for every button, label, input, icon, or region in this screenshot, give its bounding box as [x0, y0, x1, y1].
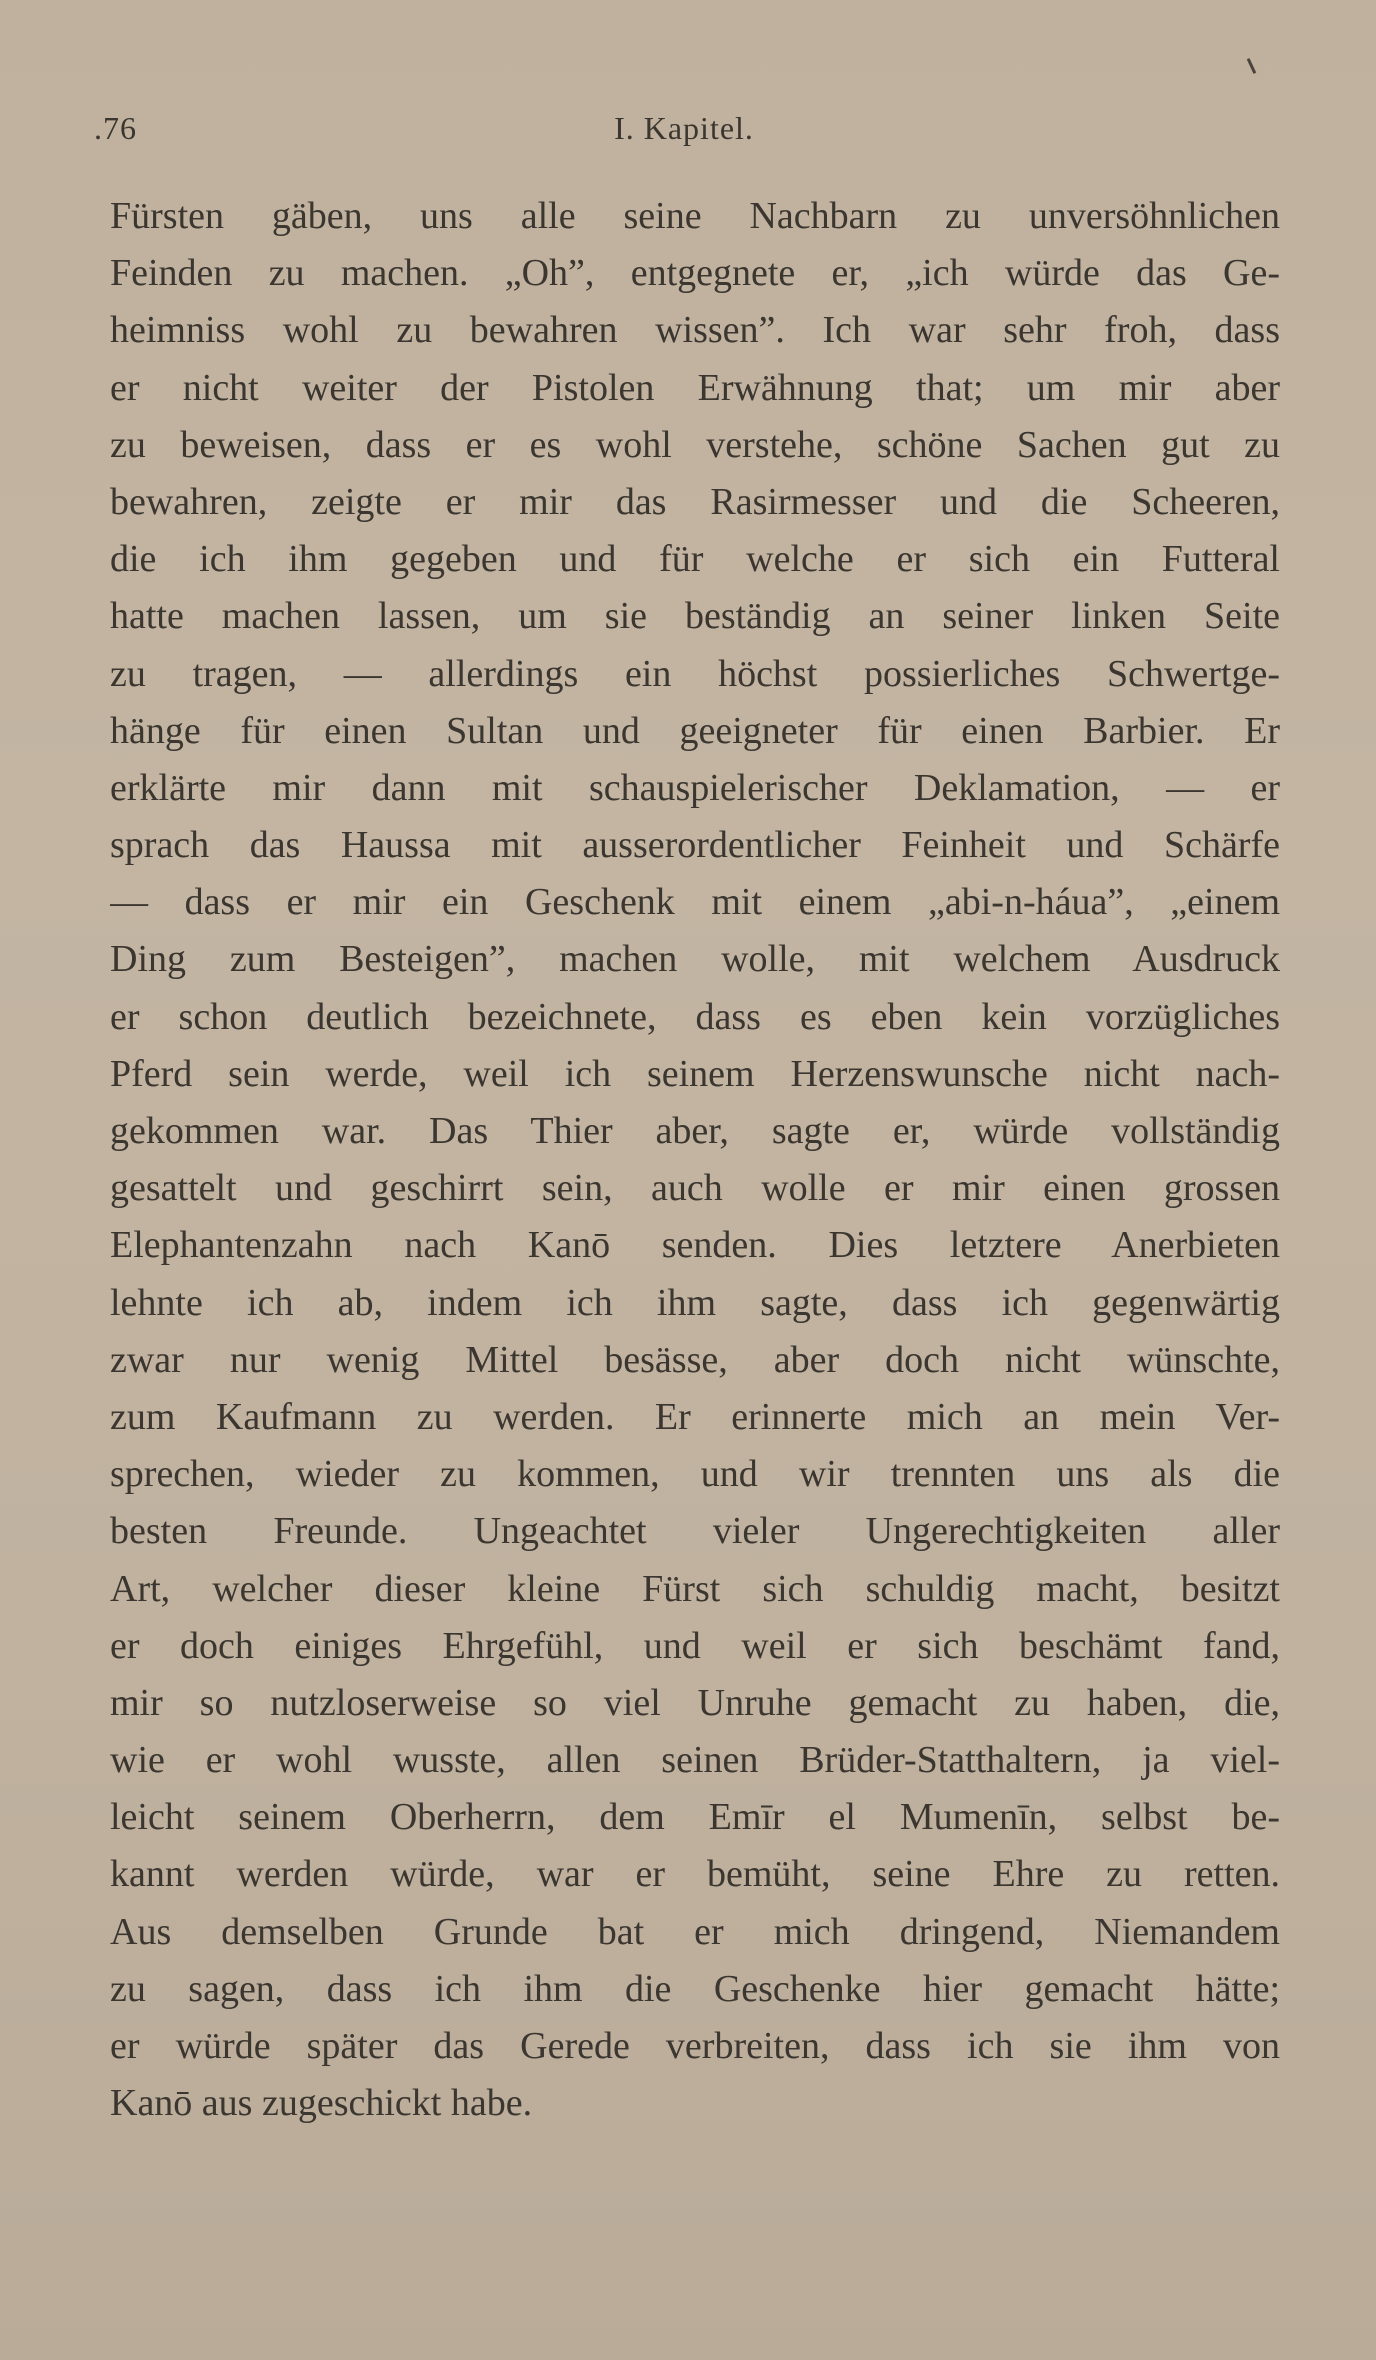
text-line: leicht seinem Oberherrn, dem Emīr el Mumenīn, selbst be-	[110, 1796, 1280, 1839]
running-head: I. Kapitel.	[614, 110, 754, 146]
text-line: zum Kaufmann zu werden. Er erinnerte mich an mein Ver-	[110, 1395, 1280, 1438]
text-line: wie er wohl wusste, allen seinen Brüder-Statthaltern, ja viel-	[110, 1739, 1280, 1782]
text-line: heimniss wohl zu bewahren wissen”. Ich war sehr froh, dass	[110, 309, 1280, 352]
text-line-last: Kanō aus zugeschickt habe.	[110, 2082, 533, 2125]
text-line: die ich ihm gegeben und für welche er sich ein Futteral	[110, 538, 1280, 581]
text-line: er nicht weiter der Pistolen Erwähnung that; um mir aber	[110, 366, 1280, 409]
text-line: zu beweisen, dass er es wohl verstehe, schöne Sachen gut zu	[110, 423, 1280, 466]
text-line: er doch einiges Ehrgefühl, und weil er sich beschämt fand,	[110, 1624, 1280, 1667]
text-line: zu tragen, — allerdings ein höchst possierliches Schwertge-	[110, 652, 1280, 695]
text-line: Ding zum Besteigen”, machen wolle, mit welchem Ausdruck	[110, 938, 1280, 981]
text-line: Pferd sein werde, weil ich seinem Herzenswunsche nicht nach-	[110, 1052, 1280, 1095]
text-line: — dass er mir ein Geschenk mit einem „abi-n-háua”, „einem	[110, 881, 1280, 924]
page-number: .76	[94, 110, 137, 146]
text-line: bewahren, zeigte er mir das Rasirmesser und die Scheeren,	[110, 480, 1280, 523]
text-line: Aus demselben Grunde bat er mich dringend, Niemandem	[110, 1910, 1280, 1953]
text-line: er schon deutlich bezeichnete, dass es eben kein vorzügliches	[110, 995, 1280, 1038]
text-line: Feinden zu machen. „Oh”, entgegnete er, „ich würde das Ge-	[110, 252, 1280, 295]
ink-mark	[1247, 58, 1256, 74]
text-line: zu sagen, dass ich ihm die Geschenke hier gemacht hätte;	[110, 1967, 1280, 2010]
page-header	[94, 108, 1274, 158]
text-line: lehnte ich ab, indem ich ihm sagte, dass ich gegenwärtig	[110, 1281, 1280, 1324]
text-line: sprach das Haussa mit ausserordentlicher Feinheit und Schärfe	[110, 824, 1280, 867]
text-line: gesattelt und geschirrt sein, auch wolle er mir einen grossen	[110, 1167, 1280, 1210]
text-line: hatte machen lassen, um sie beständig an seiner linken Seite	[110, 595, 1280, 638]
text-line: Elephantenzahn nach Kanō senden. Dies letztere Anerbieten	[110, 1224, 1280, 1267]
text-line: mir so nutzloserweise so viel Unruhe gemacht zu haben, die,	[110, 1681, 1280, 1724]
text-line: besten Freunde. Ungeachtet vieler Ungerechtigkeiten aller	[110, 1510, 1280, 1553]
text-line: Art, welcher dieser kleine Fürst sich schuldig macht, besitzt	[110, 1567, 1280, 1610]
text-line: Fürsten gäben, uns alle seine Nachbarn zu unversöhnlichen	[110, 195, 1280, 237]
text-line: erklärte mir dann mit schauspielerischer Deklamation, — er	[110, 766, 1280, 809]
text-line: zwar nur wenig Mittel besässe, aber doch nicht wünschte,	[110, 1338, 1280, 1381]
text-line: er würde später das Gerede verbreiten, dass ich sie ihm von	[110, 2025, 1280, 2067]
text-line: gekommen war. Das Thier aber, sagte er, würde vollständig	[110, 1110, 1280, 1152]
text-line: kannt werden würde, war er bemüht, seine Ehre zu retten.	[110, 1853, 1280, 1896]
text-line: hänge für einen Sultan und geeigneter für einen Barbier. Er	[110, 709, 1280, 752]
text-line: sprechen, wieder zu kommen, und wir trennten uns als die	[110, 1453, 1280, 1496]
body-text	[110, 188, 1280, 2132]
